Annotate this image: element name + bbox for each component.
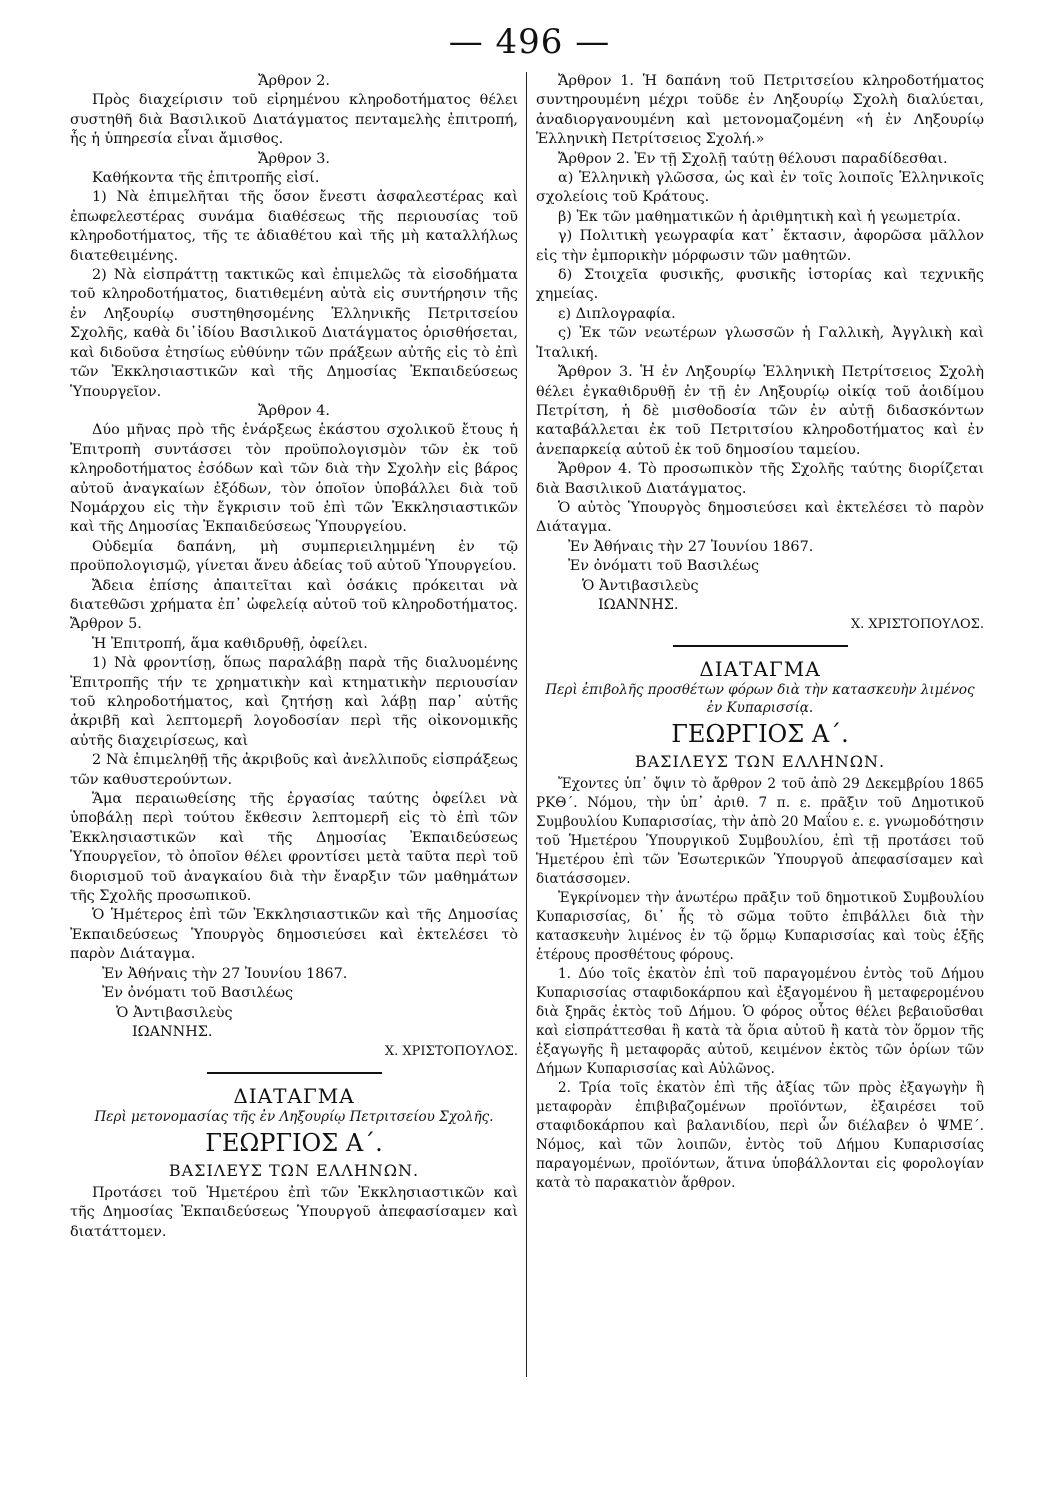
column-divider: [526, 72, 527, 1377]
king-name: ΓΕΩΡΓΙΟΣ Α΄.: [205, 1128, 383, 1157]
decree-paragraph: 1. Δύο τοῖς ἑκατὸν ἐπὶ τοῦ παραγομένου ἐντὸς τοῦ Δήμου Κυπαρισσίας σταφιδοκάρπου καὶ ἐξαγομένου ἢ μεταφερομένου διὰ ξηρᾶς ἐκτὸς τοῦ Δήμου. Ὁ φόρος οὗτος θέλει βεβαιοῦσθαι καὶ εἰσπράττεσθαι ἢ κατὰ τὰ ὅρια αὐτοῦ ἢ κατὰ τὸν ὅρμον τῆς ἐξαγωγῆς ἢ μεταφορᾶς αὐτοῦ, κειμένον ἐκτὸς τῶν ὁρίων τῶν Δήμων Κυπαρισσίας καὶ Αὐλῶνος.: [536, 965, 984, 1077]
section-rule: [207, 1072, 382, 1074]
paragraph: β) Ἐκ τῶν μαθηματικῶν ἡ ἀριθμητικὴ καὶ ἡ γεωμετρία.: [558, 208, 961, 225]
king-title: ΒΑΣΙΛΕΥΣ ΤΩΝ ΕΛΛΗΝΩΝ.: [168, 1160, 420, 1180]
decree-title: ΔΙΑΤΑΓΜΑ: [699, 656, 821, 681]
paragraph: Πρὸς διαχείρισιν τοῦ εἰρημένου κληροδοτήματος θέλει συστηθῆ διὰ Βασιλικοῦ Διατάγματος πενταμελὴς ἐπιτροπή, ἧς ἡ ὑπηρεσία εἶναι ἄμισθος.: [70, 92, 518, 148]
date-line: Ἐν Ἀθήναις τὴν 27 Ἰουνίου 1867.: [568, 538, 814, 555]
paragraph: Ἡ Ἐπιτροπή, ἅμα καθιδρυθῇ, ὀφείλει.: [92, 635, 368, 652]
decree-title: ΔΙΑΤΑΓΜΑ: [233, 1083, 355, 1108]
name-line: Ἐν ὀνόματι τοῦ Βασιλέως: [568, 558, 759, 575]
paragraph: α) Ἑλληνικὴ γλῶσσα, ὡς καὶ ἐν τοῖς λοιποῖς Ἑλληνικοῖς σχολείοις τοῦ Κράτους.: [536, 170, 984, 206]
paragraph: Ἅμα περαιωθείσης τῆς ἐργασίας ταύτης ὀφείλει νὰ ὑποβάλῃ περὶ τούτου ἔκθεσιν λεπτομερῆ εἰς τὸ ἐπὶ τῶν Ἐκκλησιαστικῶν καὶ τῆς Δημοσίας Ἐκπαιδεύσεως Ὑπουργεῖον, τὸ ὁποῖον θέλει φροντίσει μετὰ ταῦτα περὶ τοῦ διορισμοῦ τοῦ ἀναγκαίου διὰ τὴν ἔναρξιν τῶν μαθημάτων τῆς Σχολῆς προσωπικοῦ.: [70, 791, 518, 905]
left-column: [70, 72, 518, 1242]
page-number: — 496 —: [448, 22, 611, 62]
regent-line: Ὁ Ἀντιβασιλεὺς: [116, 1004, 233, 1021]
paragraph: Καθήκοντα τῆς ἐπιτροπῆς εἰσί.: [92, 170, 320, 187]
right-column: [536, 72, 984, 1193]
signer-name: ΙΩΑΝΝΗΣ.: [132, 1023, 213, 1040]
paragraph: Ἄρθρον 1. Ἡ δαπάνη τοῦ Πετριτσείου κληροδοτήματος συντηρουμένη μέχρι τοῦδε ἐν Ληξουρίῳ Σχολὴ διαλύεται, ἀναδιοργανουμένη καὶ μετονομαζομένη «ἡ ἐν Ληξουρίῳ Ἑλληνικὴ Πετρίτσειος Σχολή.»: [536, 73, 984, 148]
paragraph: 2 Νὰ ἐπιμεληθῇ τῆς ἀκριβοῦς καὶ ἀνελλιποῦς εἰσπράξεως τῶν καθυστερούντων.: [70, 752, 518, 788]
decree-preamble: Προτάσει τοῦ Ἡμετέρου ἐπὶ τῶν Ἐκκλησιαστικῶν καὶ τῆς Δημοσίας Ἐκπαιδεύσεως Ὑπουργοῦ ἀπεφασίσαμεν καὶ διατάττομεν.: [70, 1184, 518, 1240]
minister-signature: Χ. ΧΡΙΣΤΟΠΟΥΛΟΣ.: [384, 1044, 518, 1060]
article-heading: Ἄρθρον 3.: [258, 150, 330, 167]
paragraph: 1) Νὰ ἐπιμελῆται τῆς ὅσον ἔνεστι ἀσφαλεστέρας καὶ ἐπωφελεστέρας συνάμα διαθέσεως τῆς περιουσίας τοῦ κληροδοτήματος, τῆς τε ἀδιαθέτου καὶ τῆς μὴ καταλλήλως διατεθειμένης.: [70, 189, 518, 264]
minister-signature: Χ. ΧΡΙΣΤΟΠΟΥΛΟΣ.: [850, 617, 984, 633]
decree-subject: Περὶ μετονομασίας τῆς ἐν Ληξουρίῳ Πετριτσείου Σχολῆς.: [94, 1108, 494, 1125]
paragraph: γ) Πολιτικὴ γεωγραφία κατ᾽ ἔκτασιν, ἀφορῶσα μᾶλλον εἰς τὴν ἐμπορικὴν μόρφωσιν τῶν μαθητῶν.: [536, 228, 984, 264]
section-rule: [673, 645, 848, 647]
paragraph: Ἄρθρον 4. Τὸ προσωπικὸν τῆς Σχολῆς ταύτης διορίζεται διὰ Βασιλικοῦ Διατάγματος.: [536, 461, 984, 497]
paragraph: δ) Στοιχεῖα φυσικῆς, φυσικῆς ἱστορίας καὶ τεχνικῆς χημείας.: [536, 267, 984, 303]
paragraph: ς) Ἐκ τῶν νεωτέρων γλωσσῶν ἡ Γαλλικὴ, Ἀγγλικὴ καὶ Ἰταλική.: [536, 325, 984, 361]
decree-paragraph: 2. Τρία τοῖς ἑκατὸν ἐπὶ τῆς ἀξίας τῶν πρὸς ἐξαγωγὴν ἢ μεταφορὰν ἐπιβιβαζομένων προϊόντων, ἐξαιρέσει τοῦ σταφιδοκάρπου καὶ βαλανιδίου, περὶ ὧν διέλαβεν ὁ ΨΜΕ΄. Νόμος, καὶ τῶν λοιπῶν, ἐντὸς τοῦ Δήμου Κυπαρισσίας παραγομένων, προϊόντων, ἅτινα ὑποβάλλονται εἰς φορολογίαν κατὰ τὸ παρακατιὸν ἄρθρον.: [536, 1079, 984, 1191]
paragraph: ε) Διπλογραφία.: [558, 305, 676, 322]
signer-name: ΙΩΑΝΝΗΣ.: [598, 596, 679, 613]
regent-line: Ὁ Ἀντιβασιλεὺς: [582, 577, 699, 594]
paragraph: Οὐδεμία δαπάνη, μὴ συμπεριειλημμένη ἐν τῷ προϋπολογισμῷ, γίνεται ἄνευ ἀδείας τοῦ αὐτοῦ Ὑπουργείου.: [70, 538, 518, 575]
date-line: Ἐν Ἀθήναις τὴν 27 Ἰουνίου 1867.: [102, 965, 348, 982]
paragraph: 2) Νὰ εἰσπράττῃ τακτικῶς καὶ ἐπιμελῶς τὰ εἰσοδήματα τοῦ κληροδοτήματος, διατιθεμένη αὐτὰ εἰς συντήρησιν τῆς ἐν Ληξουρίῳ συστηθησομένης Ἑλληνικῆς Πετριτσείου Σχολῆς, καθὰ δι᾽ἰδίου Βασιλικοῦ Διατάγματος ὁρισθήσεται, καὶ διδοῦσα ἐτησίως εὐθύνην τῶν πράξεων αὐτῆς εἰς τὸ ἐπὶ τῶν Ἐκκλησιαστικῶν καὶ τῆς Δημοσίας Ἐκπαιδεύσεως Ὑπουργεῖον.: [70, 267, 518, 400]
paragraph: 1) Νὰ φροντίσῃ, ὅπως παραλάβῃ παρὰ τῆς διαλυομένης Ἐπιτροπῆς τήν τε χρηματικὴν καὶ κτηματικὴν περιουσίαν τοῦ κληροδοτήματος, καὶ ζητήσῃ καὶ λάβῃ παρ᾽ αὐτῆς ἀκριβῆ καὶ λεπτομερῆ λογοδοσίαν περὶ τῆς οἰκονομικῆς αὐτῆς διαχειρίσεως, καὶ: [70, 655, 518, 749]
paragraph: Ἄρθρον 2. Ἐν τῇ Σχολῇ ταύτῃ θέλουσι παραδίδεσθαι.: [558, 150, 948, 167]
paragraph: Ἄρθρον 3. Ἡ ἐν Ληξουρίῳ Ἑλληνικὴ Πετρίτσειος Σχολὴ θέλει ἐγκαθιδρυθῇ ἐν τῇ ἐν Ληξουρίῳ οἰκίᾳ τοῦ ἀοιδίμου Πετρίτση, ἡ δὲ μισθοδοσία τῶν ἐν αὐτῇ διδασκόντων καταβάλλεται ἐκ τοῦ Πετριτσίου κληροδοτήματος καὶ ἐν ἀνεπαρκείᾳ αὐτοῦ ἐκ τοῦ δημοσίου ταμείου.: [536, 364, 984, 458]
signature-block: [70, 965, 518, 1043]
decree-paragraph: Ἔχοντες ὑπ᾽ ὄψιν τὸ ἄρθρον 2 τοῦ ἀπὸ 29 Δεκεμβρίου 1865 ΡΚΘ΄. Νόμου, τὴν ὑπ᾽ ἀριθ. 7 π. ε. πρᾶξιν τοῦ Δημοτικοῦ Συμβουλίου Κυπαρισσίας, τὴν ἀπὸ 20 Μαΐου ε. ε. γνωμοδότησιν τοῦ Ἡμετέρου Ὑπουργικοῦ Συμβουλίου, ἐπὶ τῇ προτάσει τοῦ Ἡμετέρου ἐπὶ τῶν Ἐσωτερικῶν Ὑπουργοῦ ἀπεφασίσαμεν καὶ διατάσσομεν.: [536, 775, 984, 887]
article-heading: Ἄρθρον 4.: [258, 402, 330, 419]
name-line: Ἐν ὀνόματι τοῦ Βασιλέως: [102, 985, 293, 1002]
decree-paragraph: Ἐγκρίνομεν τὴν ἀνωτέρω πρᾶξιν τοῦ δημοτικοῦ Συμβουλίου Κυπαρισσίας, δι᾽ ἧς τὸ σῶμα τοῦτο ἐπιβάλλει διὰ τὴν κατασκευὴν λιμένος ἐν τῷ ὅρμῳ Κυπαρισσίας καὶ τοὺς ἑξῆς ἑτέρους προσθέτους φόρους.: [536, 889, 984, 963]
paragraph: Ἄδεια ἐπίσης ἀπαιτεῖται καὶ ὁσάκις πρόκειται νὰ διατεθῶσι χρήματα ἐπ᾽ ὠφελείᾳ αὐτοῦ τοῦ κληροδοτήματος. Ἄρθρον 5.: [70, 577, 518, 633]
king-title: ΒΑΣΙΛΕΥΣ ΤΩΝ ΕΛΛΗΝΩΝ.: [634, 751, 886, 771]
decree-subject: Περὶ ἐπιβολῆς προσθέτων φόρων διὰ τὴν κατασκευὴν λιμένος ἐν Κυπαρισσίᾳ.: [545, 681, 975, 716]
article-heading: Ἄρθρον 2.: [258, 73, 330, 89]
king-name: ΓΕΩΡΓΙΟΣ Α΄.: [671, 719, 849, 748]
signature-block: [536, 538, 984, 616]
paragraph: Ὁ Ἡμέτερος ἐπὶ τῶν Ἐκκλησιαστικῶν καὶ τῆς Δημοσίας Ἐκπαιδεύσεως Ὑπουργὸς δημοσιεύσει καὶ ἐκτελέσει τὸ παρὸν Διάταγμα.: [70, 907, 518, 963]
paragraph: Δύο μῆνας πρὸ τῆς ἐνάρξεως ἑκάστου σχολικοῦ ἔτους ἡ Ἐπιτροπὴ συντάσσει τὸν προϋπολογισμὸν τῶν ἐκ τοῦ κληροδοτήματος ἐσόδων καὶ τῶν διὰ τὴν Σχολὴν εἰς βάρος αὐτοῦ ἀναγκαίων ἐξόδων, τὸν ὁποῖον ὑποβάλλει διὰ τοῦ Νομάρχου εἰς τὴν ἔγκρισιν τοῦ ἐπὶ τῶν Ἐκκλησιαστικῶν καὶ τῆς Δημοσίας Ἐκπαιδεύσεως Ὑπουργείου.: [70, 422, 518, 536]
paragraph: Ὁ αὐτὸς Ὑπουργὸς δημοσιεύσει καὶ ἐκτελέσει τὸ παρὸν Διάταγμα.: [536, 499, 984, 536]
